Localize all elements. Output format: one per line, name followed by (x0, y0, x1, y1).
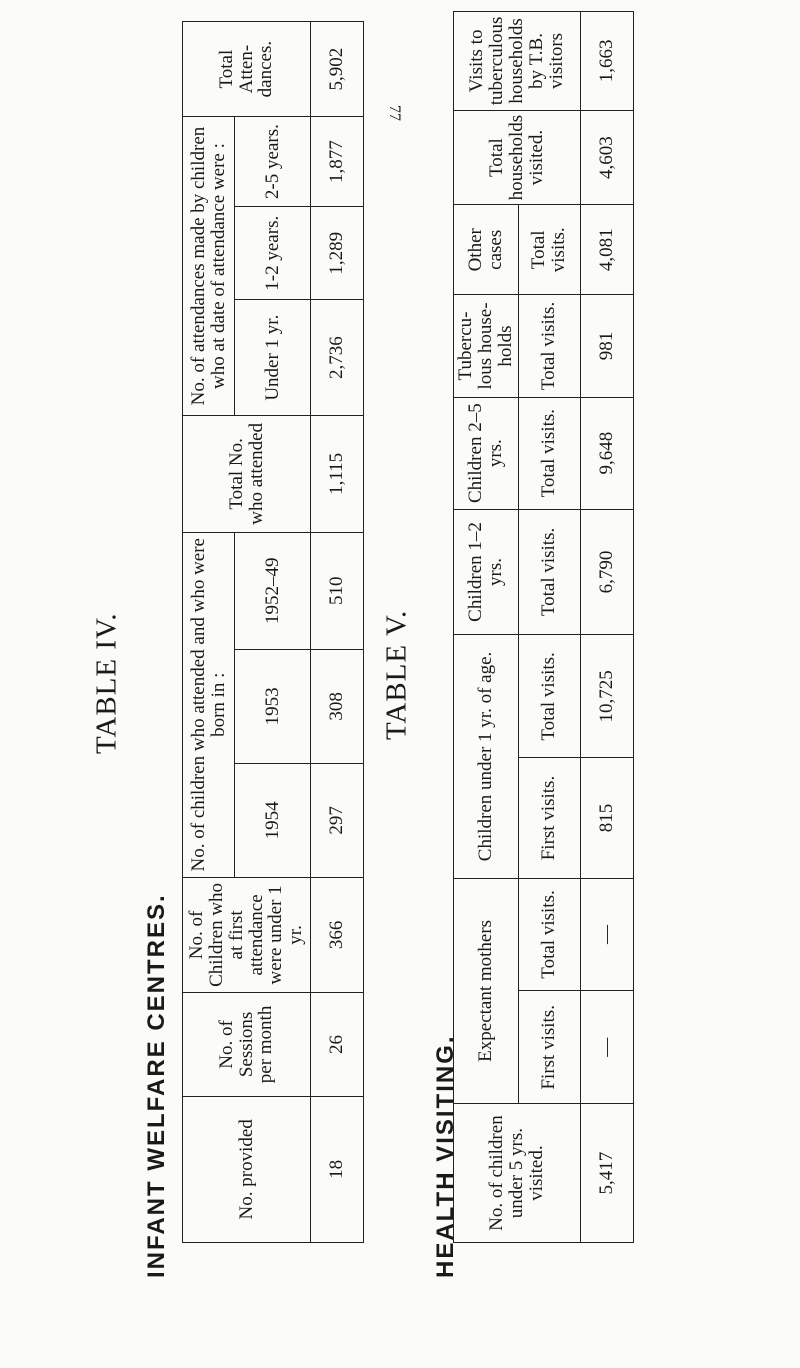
col-att-under1: Under 1 yr. (235, 300, 311, 415)
col-other-total: Total visits. (518, 205, 580, 295)
val-tb-visitors: 1,663 (580, 12, 633, 111)
col-group-attendances: No. of attendances made by children who at date of attendance were : (183, 117, 235, 416)
val-total-attendances: 5,902 (311, 22, 364, 117)
table-v-caption: TABLE V. (380, 609, 413, 740)
val-u1-total: 10,725 (580, 635, 633, 758)
col-under1-first: No. of Children who at first attendance were under 1 yr. (183, 877, 311, 993)
val-total-attended: 1,115 (311, 415, 364, 532)
col-u1-total: Total visits. (518, 635, 580, 758)
val-under1-first: 366 (311, 877, 364, 993)
col-att-1-2: 1-2 years. (235, 207, 311, 300)
col-total-attended: Total No. who attended (183, 415, 311, 532)
col-tb-total: Total visits. (518, 295, 580, 398)
val-born-1953: 308 (311, 649, 364, 763)
col-att-2-5: 2-5 years. (235, 117, 311, 207)
val-att-2-5: 1,877 (311, 117, 364, 207)
col-households: Total households visited. (454, 110, 581, 205)
val-tb-total: 981 (580, 295, 633, 398)
col-sessions: No. of Sessions per month (183, 993, 311, 1096)
table-v (453, 11, 634, 1243)
val-children-under5: 5,417 (580, 1104, 633, 1243)
val-households: 4,603 (580, 110, 633, 205)
table-iv-title: INFANT WELFARE CENTRES. (143, 893, 170, 1278)
val-born-1954: 297 (311, 764, 364, 878)
col-born-1954: 1954 (235, 764, 311, 878)
col-group-2-5: Children 2–5 yrs. (454, 397, 519, 509)
col-group-other: Other cases (454, 205, 519, 295)
table-v-title: HEALTH VISITING. (432, 1034, 459, 1278)
val-att-under1: 2,736 (311, 300, 364, 415)
val-1-2-total: 6,790 (580, 509, 633, 635)
col-group-under1: Children under 1 yr. of age. (454, 635, 519, 878)
val-other-total: 4,081 (580, 205, 633, 295)
col-2-5-total: Total visits. (518, 397, 580, 509)
col-exp-first: First visits. (518, 991, 580, 1104)
col-group-born: No. of children who attended and who were born in : (183, 532, 235, 877)
val-2-5-total: 9,648 (580, 397, 633, 509)
val-provided: 18 (311, 1096, 364, 1242)
col-children-under5: No. of children under 5 yrs. visited. (454, 1104, 581, 1243)
col-provided: No. provided (183, 1096, 311, 1242)
table-iv (182, 21, 364, 1243)
val-exp-total: — (580, 878, 633, 991)
col-total-attendances: Total Atten-dances. (183, 22, 311, 117)
col-u1-first: First visits. (518, 758, 580, 878)
val-att-1-2: 1,289 (311, 207, 364, 300)
val-u1-first: 815 (580, 758, 633, 878)
val-exp-first: — (580, 991, 633, 1104)
col-group-expectant: Expectant mothers (454, 878, 519, 1104)
page-number: 77 (386, 105, 403, 121)
table-iv-caption: TABLE IV. (90, 612, 123, 754)
val-born-1952-49: 510 (311, 532, 364, 649)
col-group-1-2: Children 1–2 yrs. (454, 509, 519, 635)
col-group-tb: Tubercu-lous house-holds (454, 295, 519, 398)
col-born-1952-49: 1952–49 (235, 532, 311, 649)
col-born-1953: 1953 (235, 649, 311, 763)
col-tb-visitors: Visits to tuberculous households by T.B. visitors (454, 12, 581, 111)
col-exp-total: Total visits. (518, 878, 580, 991)
val-sessions: 26 (311, 993, 364, 1096)
col-1-2-total: Total visits. (518, 509, 580, 635)
